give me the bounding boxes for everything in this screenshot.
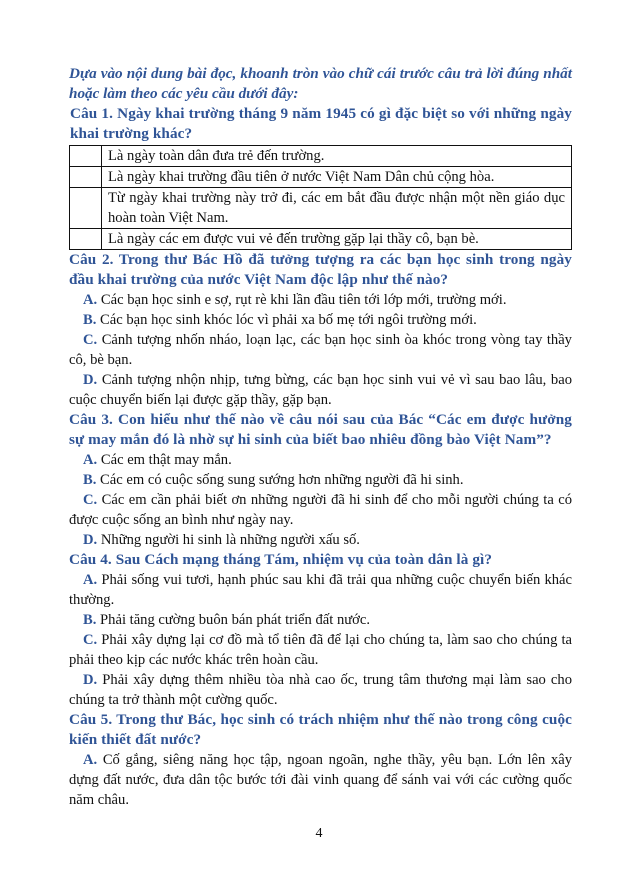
option-letter: B. [83, 612, 97, 628]
question-title: Câu 5. Trong thư Bác, học sinh có trách nhiệm như thế nào trong công cuộc kiến thiết đất nước? [69, 711, 572, 748]
answer-checkbox-cell[interactable] [70, 167, 102, 188]
answer-option-text: Là ngày các em được vui vẻ đến trường gặp lại thầy cô, bạn bè. [102, 229, 572, 250]
question-5 [69, 710, 572, 810]
question-title: Câu 2. Trong thư Bác Hồ đã tưởng tượng ra các bạn học sinh trong ngày đầu khai trường của nước Việt Nam độc lập như thế nào? [69, 251, 572, 288]
page-number: 4 [315, 826, 323, 841]
answer-option[interactable] [69, 530, 572, 550]
question-4 [69, 550, 572, 710]
option-letter: C. [83, 492, 98, 508]
option-letter: D. [83, 532, 98, 548]
option-text: Phải xây dựng lại cơ đồ mà tổ tiên đã để lại cho chúng ta, làm sao cho chúng ta phải theo kịp các nước khác trên hoàn cầu. [69, 632, 572, 668]
option-letter: A. [83, 572, 98, 588]
answer-option[interactable] [69, 330, 572, 370]
option-letter: D. [83, 672, 98, 688]
answer-option[interactable] [69, 290, 572, 310]
question-title: Câu 1. Ngày khai trường tháng 9 năm 1945 có gì đặc biệt so với những ngày khai trường khác? [70, 105, 572, 142]
option-letter: A. [83, 452, 98, 468]
table-row [70, 146, 572, 167]
option-letter: B. [83, 472, 97, 488]
answer-option-text: Là ngày toàn dân đưa trẻ đến trường. [102, 146, 572, 167]
answer-option[interactable] [69, 450, 572, 470]
answer-option[interactable] [69, 750, 572, 810]
option-text: Các em có cuộc sống sung sướng hơn những người đã hi sinh. [100, 472, 464, 488]
answer-checkbox-cell[interactable] [70, 229, 102, 250]
option-letter: A. [83, 292, 98, 308]
answer-checkbox-cell[interactable] [70, 146, 102, 167]
answer-option[interactable] [69, 370, 572, 410]
table-row [70, 229, 572, 250]
table-row [70, 167, 572, 188]
answer-option[interactable] [69, 610, 572, 630]
answer-option[interactable] [69, 470, 572, 490]
answer-option[interactable] [69, 490, 572, 530]
option-text: Phải sống vui tươi, hạnh phúc sau khi đã trải qua những cuộc chuyển biến khác thường. [69, 572, 572, 608]
option-letter: C. [83, 332, 98, 348]
option-text: Cảnh tượng nhộn nhịp, tưng bừng, các bạn học sinh vui vẻ vì sau bao lâu, bao cuộc chuyển biến lại được gặp thầy, gặp bạn. [69, 372, 572, 408]
option-text: Phải xây dựng thêm nhiều tòa nhà cao ốc, trung tâm thương mại làm sao cho chúng ta trở thành một cường quốc. [69, 672, 572, 708]
option-text: Các em thật may mắn. [100, 452, 232, 468]
option-text: Cảnh tượng nhốn nháo, loạn lạc, các bạn học sinh òa khóc trong vòng tay thầy cô, bè bạn. [69, 332, 572, 368]
question-2 [69, 250, 572, 410]
option-letter: D. [83, 372, 98, 388]
answer-option[interactable] [69, 570, 572, 610]
option-text: Các bạn học sinh e sợ, rụt rè khi lần đầu tiên tới lớp mới, trường mới. [100, 292, 507, 308]
answer-option[interactable] [69, 630, 572, 670]
document-page [69, 64, 572, 810]
option-letter: C. [83, 632, 98, 648]
question-1 [69, 104, 572, 250]
answer-table [69, 145, 572, 250]
option-letter: B. [83, 312, 97, 328]
option-text: Phải tăng cường buôn bán phát triển đất nước. [100, 612, 371, 628]
answer-checkbox-cell[interactable] [70, 188, 102, 229]
answer-option[interactable] [69, 670, 572, 710]
answer-option-text: Là ngày khai trường đầu tiên ở nước Việt Nam Dân chủ cộng hòa. [102, 167, 572, 188]
option-text: Những người hi sinh là những người xấu số. [100, 532, 360, 548]
option-text: Các bạn học sinh khóc lóc vì phải xa bố mẹ tới ngôi trường mới. [100, 312, 477, 328]
answer-option-text: Từ ngày khai trường này trở đi, các em bắt đầu được nhận một nền giáo dục hoàn toàn Việt Nam. [102, 188, 572, 229]
answer-option[interactable] [69, 310, 572, 330]
instruction-text: Dựa vào nội dung bài đọc, khoanh tròn vào chữ cái trước câu trả lời đúng nhất hoặc làm theo các yêu cầu dưới đây: [69, 65, 572, 102]
option-text: Các em cần phải biết ơn những người đã hi sinh để cho mỗi người chúng ta có được cuộc sống an bình như ngày nay. [69, 492, 573, 528]
table-row [70, 188, 572, 229]
option-text: Cố gắng, siêng năng học tập, ngoan ngoãn, nghe thầy, yêu bạn. Lớn lên xây dựng đất nước, đưa dân tộc bước tới đài vinh quang để sánh vai với các cường quốc năm châu. [69, 752, 573, 808]
question-3 [69, 410, 572, 550]
question-title: Câu 4. Sau Cách mạng tháng Tám, nhiệm vụ của toàn dân là gì? [69, 551, 493, 568]
option-letter: A. [83, 752, 98, 768]
question-title: Câu 3. Con hiểu như thế nào về câu nói sau của Bác “Các em được hưởng sự may mắn đó là nhờ sự hi sinh của biết bao nhiêu đồng bào Việt Nam”? [69, 411, 572, 448]
